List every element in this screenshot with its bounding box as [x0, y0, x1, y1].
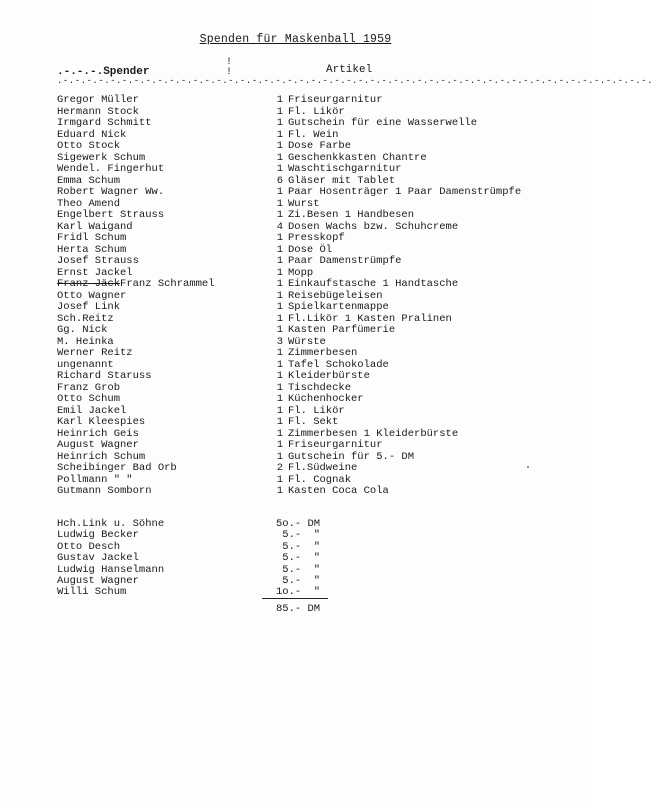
- item-quantity: 1: [276, 416, 283, 428]
- item-description: Einkaufstasche 1 Handtasche: [288, 278, 459, 290]
- item-description: Dosen Wachs bzw. Schuhcreme: [288, 220, 459, 233]
- item-quantity: 1: [276, 266, 283, 279]
- item-quantity: 1: [276, 450, 283, 463]
- item-description: Fl. Sekt: [288, 416, 339, 428]
- item-quantity: 1: [276, 151, 283, 164]
- item-description: Mopp: [288, 266, 314, 279]
- donor-name: August Wagner: [57, 574, 139, 587]
- item-quantity: 1: [276, 393, 283, 405]
- money-donations-list: [0, 519, 591, 599]
- item-description: Kleiderbürste: [288, 370, 370, 382]
- donor-name-text: Otto Wagner: [57, 289, 127, 302]
- donor-name: Ludwig Hanselmann: [57, 563, 165, 576]
- donor-name: Gustav Jackel: [57, 552, 139, 565]
- item-description: Presskopf: [288, 232, 345, 244]
- donor-name: Otto Desch: [57, 540, 121, 553]
- donor-name-text: Werner Reitz: [57, 347, 133, 359]
- donor-name-text: Sch.Reitz: [57, 312, 114, 325]
- column-separator: ! !: [226, 57, 233, 78]
- item-description: Fl.Likör 1 Kasten Pralinen: [288, 312, 452, 325]
- item-quantity: 1: [276, 243, 283, 256]
- item-quantity: 1: [276, 278, 283, 290]
- item-quantity: 1: [276, 324, 283, 336]
- item-description: Fl. Wein: [288, 128, 339, 141]
- donor-name-text: Karl Kleespies: [57, 416, 146, 428]
- donor-name-text: Emil Jackel: [57, 404, 127, 417]
- item-description: Gutschein für eine Wasserwelle: [288, 117, 478, 129]
- donor-name-text: Josef Link: [57, 301, 121, 313]
- donor-name-text: Fridl Schum: [57, 232, 127, 244]
- item-quantity: 3: [276, 335, 283, 348]
- item-quantity: 1: [276, 255, 283, 267]
- donor-name-text: Gutmann Somborn: [57, 485, 152, 497]
- item-description: Fl. Likör: [288, 404, 345, 417]
- donor-name-text: Engelbert Strauss: [57, 209, 165, 221]
- donor-name-text: Pollmann " ": [57, 473, 133, 486]
- item-quantity: 1: [276, 347, 283, 359]
- item-quantity: 1: [276, 197, 283, 210]
- item-description: Geschenkkasten Chantre: [288, 151, 427, 164]
- donor-name-text: Scheibinger Bad Orb: [57, 462, 177, 474]
- item-description: Gutschein für 5.- DM: [288, 450, 415, 463]
- money-row: [0, 553, 591, 564]
- donor-name-text: Sigewerk Schum: [57, 151, 146, 164]
- donor-name-text: Richard Staruss: [57, 370, 152, 382]
- item-description: Zimmerbesen 1 Kleiderbürste: [288, 427, 459, 440]
- donor-name-text: Emma Schum: [57, 174, 121, 187]
- item-description: Würste: [288, 335, 326, 348]
- donor-name-text: Karl Waigand: [57, 220, 133, 233]
- donor-name-text: Ernst Jackel: [57, 266, 133, 279]
- column-header-artikel: Artikel: [326, 64, 373, 76]
- donor-name-text: Otto Schum: [57, 393, 121, 405]
- item-quantity: 1: [276, 370, 283, 382]
- donation-items-list: [0, 95, 591, 498]
- donor-name-text: M. Heinka: [57, 335, 114, 348]
- total-amount: 85.- DM: [276, 603, 321, 615]
- item-quantity: 1: [276, 439, 283, 451]
- donation-amount: 5.- ": [276, 563, 321, 576]
- donor-name-text: Wendel. Fingerhut: [57, 163, 165, 175]
- item-quantity: 1: [276, 186, 283, 198]
- item-quantity: 1: [276, 209, 283, 221]
- item-quantity: 1: [276, 404, 283, 417]
- item-description: Wurst: [288, 197, 320, 210]
- item-description: Friseurgarnitur: [288, 94, 383, 106]
- item-quantity: 1: [276, 473, 283, 486]
- donor-name-text: Robert Wagner Ww.: [57, 186, 165, 198]
- donor-name-text: ungenannt: [57, 358, 114, 371]
- donor-name-text: August Wagner: [57, 439, 139, 451]
- sum-line: [262, 598, 328, 599]
- item-description: Friseurgarnitur: [288, 439, 383, 451]
- donation-amount: 5o.- DM: [276, 518, 321, 530]
- donation-amount: 5.- ": [276, 574, 321, 587]
- item-description: Fl.Südweine: [288, 462, 358, 474]
- item-description: Kasten Parfümerie: [288, 324, 396, 336]
- donor-name: Ludwig Becker: [57, 529, 139, 542]
- struck-donor-name: Franz Jäck: [57, 278, 121, 290]
- item-quantity: 1: [276, 289, 283, 302]
- donor-name-text: Gg. Nick: [57, 324, 108, 336]
- item-description: Paar Hosenträger 1 Paar Damenstrümpfe: [288, 186, 522, 198]
- item-quantity: 1: [276, 358, 283, 371]
- item-quantity: 1: [276, 301, 283, 313]
- item-quantity: 4: [276, 220, 283, 233]
- item-description: Kasten Coca Cola: [288, 485, 389, 497]
- item-quantity: 1: [276, 117, 283, 129]
- donor-name-text: Otto Stock: [57, 140, 121, 152]
- donor-name-text: Irmgard Schmitt: [57, 117, 152, 129]
- donor-name: Hch.Link u. Söhne: [57, 518, 165, 530]
- donation-amount: 5.- ": [276, 529, 321, 542]
- page-title: Spenden für Maskenball 1959: [199, 33, 392, 46]
- item-quantity: 1: [276, 427, 283, 440]
- donor-name-text: Heinrich Schum: [57, 450, 146, 463]
- column-header-spender: .-.-.-.Spender: [57, 66, 150, 78]
- item-quantity: 1: [276, 128, 283, 141]
- item-quantity: 1: [276, 94, 283, 106]
- donor-name-text: Franz Schrammel: [120, 278, 215, 290]
- item-quantity: 1: [276, 485, 283, 497]
- item-quantity: 1: [276, 312, 283, 325]
- item-description: Spielkartenmappe: [288, 301, 389, 313]
- donor-name: Willi Schum: [57, 586, 127, 599]
- donor-name-text: Eduard Nick: [57, 128, 127, 141]
- paper-speck: [527, 466, 529, 468]
- donor-name: [57, 486, 152, 498]
- item-quantity: 1: [276, 232, 283, 244]
- donor-name-text: Franz Grob: [57, 381, 121, 394]
- header-divider: .-.-.-.-.-.-.-.-.-.-.-.-.-.-.-.-.-.-.-.-.-.-.-.-.-.-.-.-.-.-.-.-.-.-.-.-.-.-.-.-.-.-.-.-.-.-.-.-.-.-.: [57, 76, 653, 86]
- list-item: [0, 486, 591, 498]
- donor-name-text: Heinrich Geis: [57, 427, 139, 440]
- item-description: Küchenhocker: [288, 393, 364, 405]
- donor-name-text: Hermann Stock: [57, 105, 139, 118]
- item-quantity: 1: [276, 163, 283, 175]
- item-quantity: 1: [276, 140, 283, 152]
- donor-name-text: Theo Amend: [57, 197, 121, 210]
- item-description: Reisebügeleisen: [288, 289, 383, 302]
- donation-amount: 5.- ": [276, 540, 321, 553]
- donor-name-text: Gregor Müller: [57, 94, 139, 106]
- item-description: Waschtischgarnitur: [288, 163, 402, 175]
- item-description: Tafel Schokolade: [288, 358, 389, 371]
- item-quantity: 1: [276, 105, 283, 118]
- item-description: Dose Farbe: [288, 140, 352, 152]
- donation-amount: 1o.- ": [276, 586, 321, 599]
- item-description: Gläser mit Tablet: [288, 174, 396, 187]
- item-quantity: 2: [276, 462, 283, 474]
- item-quantity: 1: [276, 381, 283, 394]
- item-description: Zimmerbesen: [288, 347, 358, 359]
- item-description: Fl. Cognak: [288, 473, 352, 486]
- donation-amount: 5.- ": [276, 552, 321, 565]
- item-quantity: 6: [276, 174, 283, 187]
- donor-name-text: Josef Strauss: [57, 255, 139, 267]
- item-description: Dose Öl: [288, 243, 333, 256]
- donor-name-text: Herta Schum: [57, 243, 127, 256]
- item-description: Tischdecke: [288, 381, 352, 394]
- item-description: Fl. Likör: [288, 105, 345, 118]
- item-description: Paar Damenstrümpfe: [288, 255, 402, 267]
- item-description: Zi.Besen 1 Handbesen: [288, 209, 415, 221]
